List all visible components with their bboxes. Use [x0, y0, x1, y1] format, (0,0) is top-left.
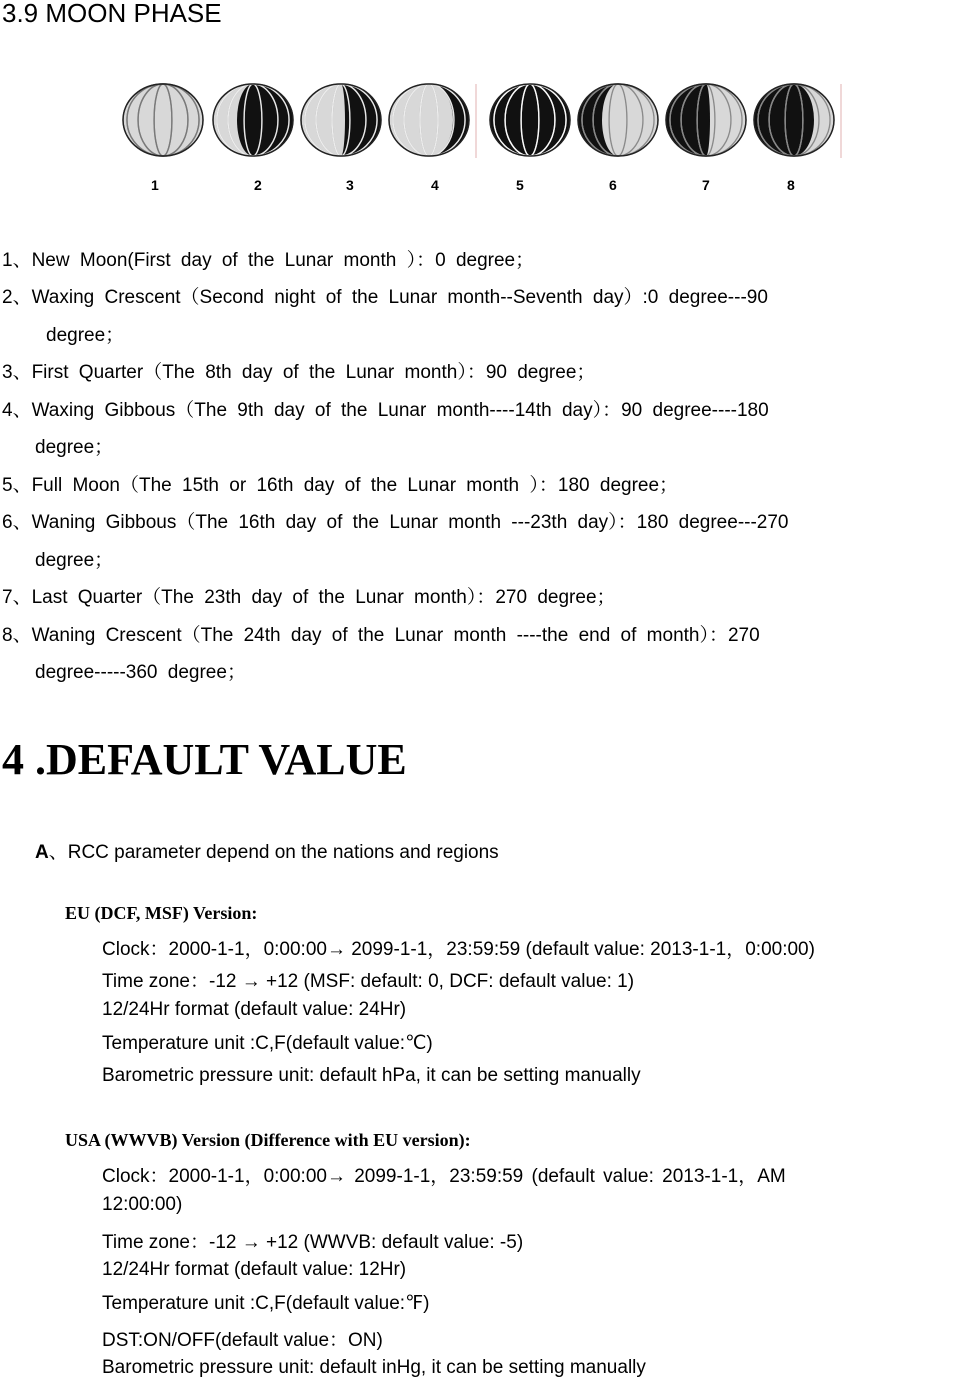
usa-clock-line: Clock：2000-1-1，0:00:00→ 2099-1-1，23:59:59 (default value: 2013-1-1，AM [102, 1166, 786, 1187]
phase-item-8: 8、Waning Crescent（The 24th day of the Lunar month ----the end of month）：270 [2, 625, 760, 646]
usa-version-heading: USA (WWVB) Version (Difference with EU version): [65, 1130, 471, 1150]
phase-number-7: 7 [702, 177, 710, 193]
phase-number-4: 4 [431, 177, 439, 193]
moon-icon-5 [490, 84, 570, 156]
phase-item-2: 2、Waxing Crescent（Second night of the Lunar month--Seventh day）:0 degree---90 [2, 287, 768, 308]
usa-clock-line-cont: 12:00:00) [102, 1194, 183, 1215]
phase-item-1: 1、New Moon(First day of the Lunar month ）：0 degree； [2, 250, 535, 271]
usa-hour-format-line: 12/24Hr format (default value: 12Hr) [102, 1259, 407, 1280]
eu-timezone-line: Time zone：-12 → +12 (MSF: default: 0, DCF: default value: 1) [102, 971, 635, 992]
phase-item-7: 7、Last Quarter（The 23th day of the Lunar month）：270 degree； [2, 587, 616, 608]
moon-icon-7 [666, 84, 746, 156]
section-title: 3.9 MOON PHASE [2, 0, 222, 28]
eu-temperature-line: Temperature unit :C,F(default value:℃) [102, 1033, 433, 1054]
phase-item-4-cont: degree； [35, 437, 114, 458]
phase-item-4: 4、Waxing Gibbous（The 9th day of the Lunar month----14th day）：90 degree----180 [2, 400, 769, 421]
moon-icon-3 [301, 84, 381, 156]
usa-pressure-line: Barometric pressure unit: default inHg, it can be setting manually [102, 1357, 646, 1378]
phase-item-3: 3、First Quarter（The 8th day of the Lunar month）：90 degree； [2, 362, 596, 383]
phase-item-6: 6、Waning Gibbous（The 16th day of the Lunar month ---23th day）：180 degree---270 [2, 512, 789, 533]
phase-item-2-cont: degree； [46, 325, 125, 346]
phase-item-6-cont: degree； [35, 550, 114, 571]
phase-number-2: 2 [254, 177, 262, 193]
phase-number-1: 1 [151, 177, 159, 193]
rcc-parameter-note: A、RCC parameter depend on the nations and regions [35, 842, 499, 863]
usa-dst-line: DST:ON/OFF(default value：ON) [102, 1330, 383, 1351]
eu-version-heading: EU (DCF, MSF) Version: [65, 903, 258, 923]
moon-icon-6 [578, 84, 658, 156]
phase-number-8: 8 [787, 177, 795, 193]
eu-pressure-line: Barometric pressure unit: default hPa, it can be setting manually [102, 1065, 641, 1086]
moon-icon-1 [123, 84, 203, 156]
moon-icon-4 [389, 84, 469, 156]
eu-hour-format-line: 12/24Hr format (default value: 24Hr) [102, 999, 407, 1020]
usa-timezone-line: Time zone：-12 → +12 (WWVB: default value: -5) [102, 1232, 524, 1253]
phase-number-5: 5 [516, 177, 524, 193]
phase-item-8-cont: degree-----360 degree； [35, 662, 246, 683]
usa-temperature-line: Temperature unit :C,F(default value:℉) [102, 1293, 430, 1314]
moon-phase-illustration [118, 80, 848, 164]
phase-number-3: 3 [346, 177, 354, 193]
default-value-title: 4 .DEFAULT VALUE [2, 735, 407, 784]
phase-number-6: 6 [609, 177, 617, 193]
moon-icon-2 [213, 84, 293, 156]
moon-icon-8 [754, 84, 834, 156]
phase-item-5: 5、Full Moon（The 15th or 16th day of the Lunar month ）：180 degree； [2, 475, 679, 496]
eu-clock-line: Clock：2000-1-1，0:00:00→ 2099-1-1，23:59:59 (default value: 2013-1-1，0:00:00) [102, 939, 815, 960]
